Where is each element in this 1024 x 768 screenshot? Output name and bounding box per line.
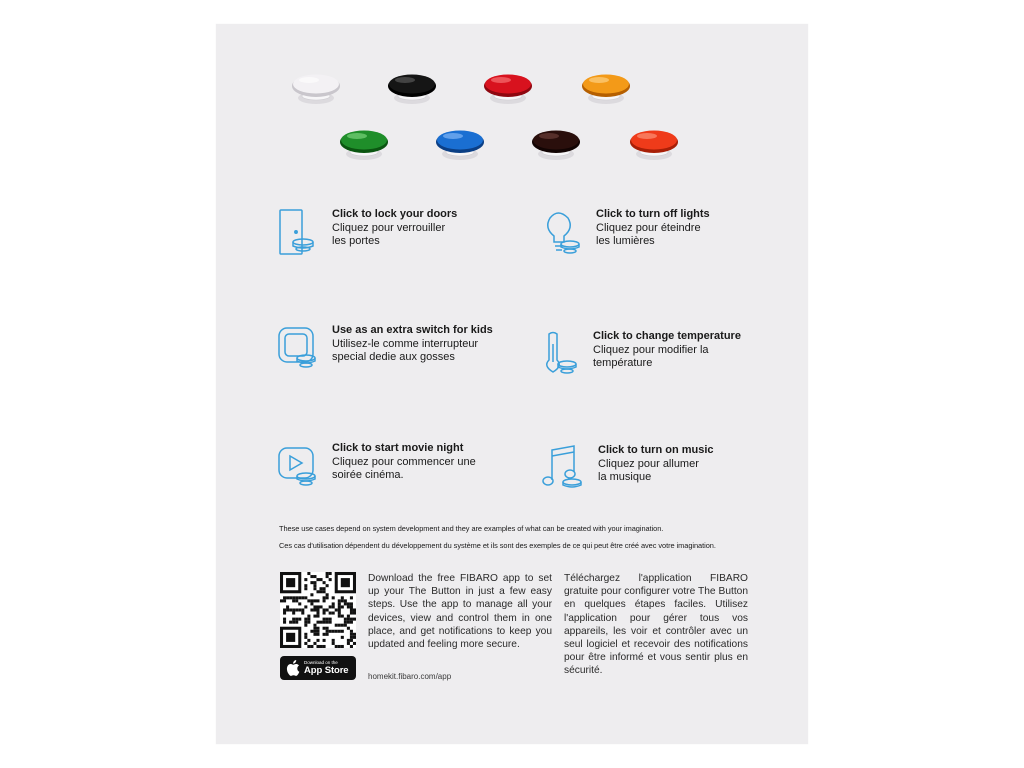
door-icon — [276, 208, 326, 258]
music-note-icon — [542, 444, 592, 494]
app-store-small-label: Download on the — [304, 659, 338, 665]
green-button-variant — [332, 122, 396, 166]
app-store-label: App Store — [304, 665, 349, 676]
use-case-title: Click to turn off lights — [596, 208, 710, 220]
use-case-subtitle: la musique — [598, 471, 652, 483]
use-case-subtitle: Cliquez pour modifier la — [593, 343, 709, 356]
disclaimer-en: These use cases depend on system development and they are examples of what can be created with your imagination. — [279, 524, 664, 533]
use-case-title: Use as an extra switch for kids — [332, 324, 493, 336]
use-case-subtitle: Utilisez-le comme interrupteur — [332, 337, 479, 350]
apple-logo-icon — [286, 660, 300, 676]
black-button-variant — [380, 66, 444, 110]
use-case-subtitle: température — [593, 357, 653, 369]
dark-brown-button-variant — [524, 122, 588, 166]
switch-icon — [276, 324, 326, 374]
use-case-subtitle: Cliquez pour commencer une — [332, 455, 476, 468]
play-icon — [276, 442, 326, 492]
use-case-subtitle: Cliquez pour éteindre — [596, 221, 701, 234]
disclaimer-fr: Ces cas d'utilisation dépendent du développement du système et ils sont des exemples de ce qui peut être créé avec votre imagination. — [279, 541, 716, 550]
red-button-variant — [476, 66, 540, 110]
use-case-title: Click to change temperature — [593, 330, 741, 342]
red-orange-button-variant — [622, 122, 686, 166]
blue-button-variant — [428, 122, 492, 166]
download-text-en: Download the free FIBARO app to set up your The Button in just a few easy steps. Use the app to manage all your devices, view and control them in one place, and get notifications to keep you updated and feeling more secure. — [368, 573, 552, 651]
use-case-subtitle: Cliquez pour verrouiller — [332, 221, 446, 234]
use-case-title: Click to turn on music — [598, 444, 714, 456]
use-case-title: Click to start movie night — [332, 442, 464, 454]
use-case-subtitle: les lumières — [596, 235, 655, 247]
use-case-title: Click to lock your doors — [332, 208, 458, 220]
use-case-subtitle: les portes — [332, 235, 380, 247]
use-case-subtitle: special dedie aux gosses — [332, 351, 455, 363]
packaging-back-panel — [216, 24, 808, 744]
orange-button-variant — [574, 66, 638, 110]
qr-code — [280, 572, 356, 648]
thermometer-icon — [537, 330, 587, 380]
use-case-subtitle: soirée cinéma. — [332, 469, 404, 481]
download-text-fr: Téléchargez l'application FIBARO gratuite pour configurer votre The Button en quelques étapes faciles. Utilisez l'application pour gérer tous vos appareils, les voir et contrôler avec un seul logiciel et recevoir des notifications pour être informé et vous sentir plus en sécurité. — [564, 573, 748, 677]
white-button-variant — [284, 66, 348, 110]
light-bulb-icon — [540, 208, 590, 258]
use-case-subtitle: Cliquez pour allumer — [598, 457, 699, 470]
app-url: homekit.fibaro.com/app — [368, 672, 452, 681]
app-store-badge[interactable] — [280, 656, 356, 680]
